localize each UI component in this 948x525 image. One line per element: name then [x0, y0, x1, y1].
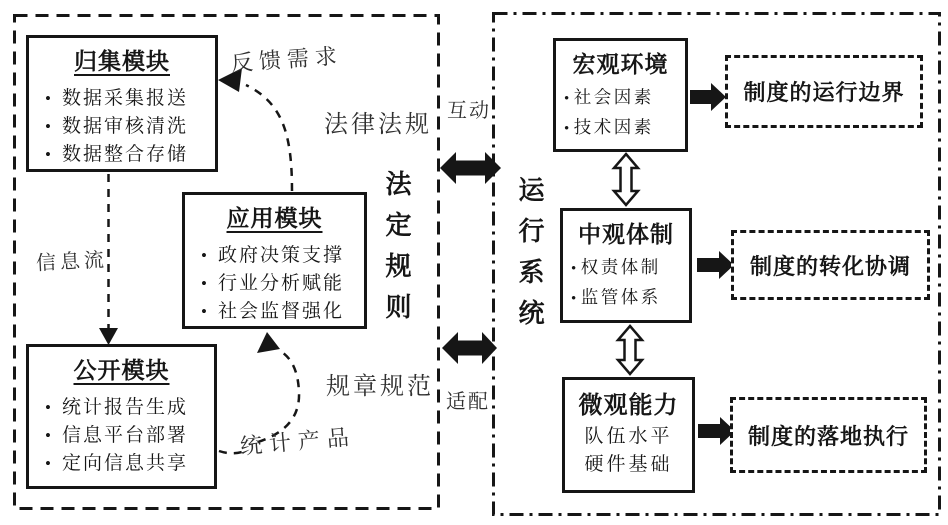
meso-micro-double-arrow-icon: [618, 326, 642, 374]
public-module-box: [26, 344, 217, 489]
adaptation-label: 适配: [446, 391, 490, 413]
macro-env-box: [553, 38, 688, 152]
macro-env-list: [556, 83, 685, 143]
public-module-list: [29, 394, 214, 478]
outcome-box-boundary: [725, 55, 923, 128]
level-item: 队伍水平: [584, 426, 673, 447]
meso-system-title: 中观体制: [578, 222, 674, 247]
laws-regulations-label: 法律法规: [324, 112, 432, 138]
module-item: • 信息平台部署: [45, 422, 214, 450]
outcome-text: 制度的运行边界: [743, 80, 905, 105]
statutory-rules-vertical-label: 法定规则: [382, 170, 411, 334]
module-item: • 行业分析赋能: [201, 270, 364, 298]
module-item: • 数据采集报送: [45, 85, 215, 113]
outcome-text: 制度的转化协调: [749, 253, 911, 279]
meso-outcome-arrow-icon: [697, 251, 734, 279]
stat-products-label: 统计产品: [239, 423, 357, 460]
feedback-demand-label: 反馈需求: [230, 43, 344, 76]
macro-outcome-arrow-icon: [690, 83, 726, 111]
level-item: • 社会因素: [564, 83, 685, 113]
module-item: • 政府决策支撑: [201, 242, 364, 270]
apply-module-title: 应用模块: [226, 206, 323, 231]
module-item: • 数据整合存储: [45, 141, 215, 169]
outcome-text: 制度的落地执行: [747, 423, 909, 449]
macro-meso-double-arrow-icon: [614, 154, 638, 205]
outcome-box-execute: [730, 397, 927, 473]
micro-capacity-title: 微观能力: [578, 393, 679, 419]
level-item: • 技术因素: [564, 113, 685, 143]
module-item: • 社会监督强化: [201, 298, 364, 326]
stat-products-dashed-curve: [258, 350, 299, 442]
feedback-dashed-curve: [246, 85, 292, 191]
collect-module-box: [26, 35, 218, 172]
module-item: • 定向信息共享: [45, 450, 214, 478]
apply-module-box: [182, 192, 367, 329]
collect-module-list: [29, 85, 215, 169]
interaction-double-arrow-icon: [440, 152, 501, 184]
level-item: 硬件基础: [584, 454, 673, 475]
info-flow-label: 信息流: [35, 249, 109, 275]
adaptation-double-arrow-icon: [442, 332, 497, 364]
module-item: • 统计报告生成: [45, 394, 214, 422]
stat-products-arrowhead-icon: [257, 332, 280, 353]
rules-norms-label: 规章规范: [326, 374, 434, 400]
apply-module-list: [185, 242, 364, 326]
macro-env-title: 宏观环境: [572, 52, 669, 77]
level-item: • 权责体制: [571, 253, 689, 283]
module-item: • 数据审核清洗: [45, 113, 215, 141]
micro-capacity-list: [565, 423, 692, 479]
info-flow-arrowhead-icon: [99, 328, 118, 345]
operating-system-vertical-label: 运行系统: [515, 176, 544, 340]
interaction-label: 互动: [447, 100, 491, 122]
public-module-title: 公开模块: [73, 358, 170, 383]
meso-system-box: [560, 208, 692, 323]
collect-module-title: 归集模块: [74, 49, 170, 74]
micro-capacity-box: [562, 377, 695, 493]
meso-system-list: [563, 253, 689, 313]
level-item: • 监管体系: [571, 283, 689, 313]
outcome-box-transform: [731, 230, 930, 300]
